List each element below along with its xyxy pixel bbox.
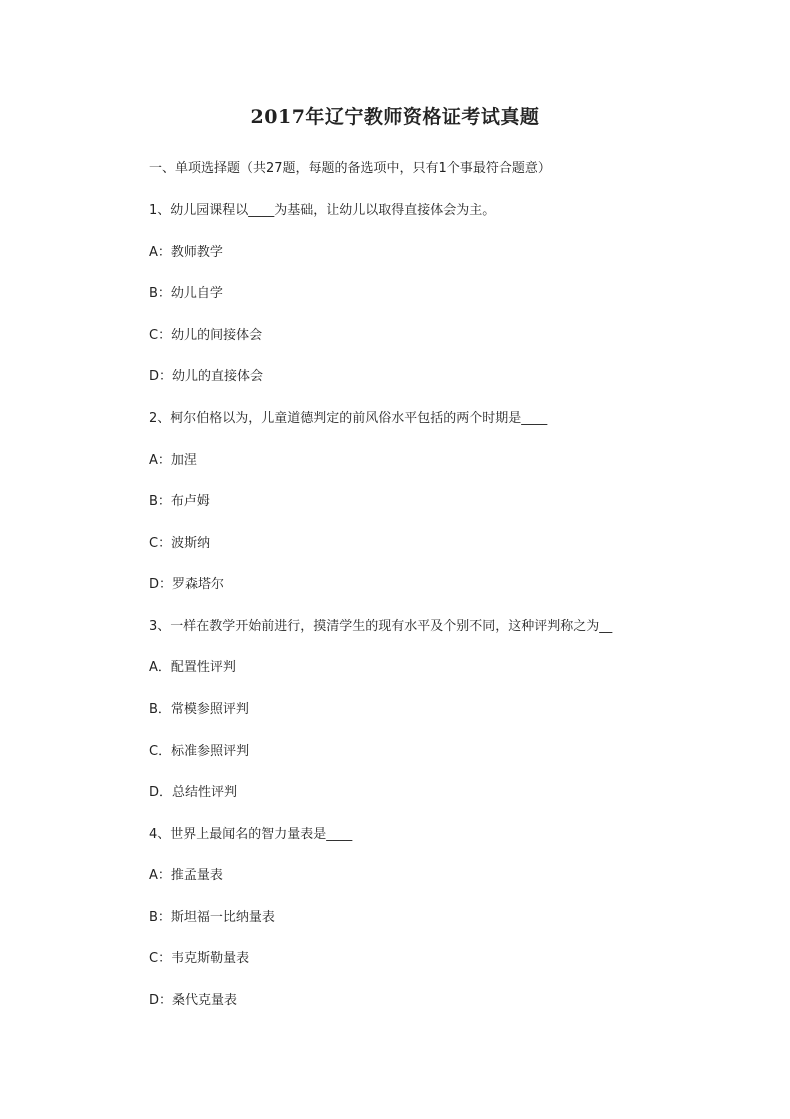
question-1-option-d: D：幼儿的直接体会 [149, 369, 264, 384]
section-heading: 一、单项选择题（共27题，每题的备选项中，只有1个事最符合题意） [149, 161, 551, 176]
question-1-option-b: B：幼儿自学 [149, 286, 223, 301]
question-3-stem: 3、一样在教学开始前进行，摸清学生的现有水平及个别不同，这种评判称之为__ [149, 619, 613, 634]
question-4-option-c: C：韦克斯勒量表 [149, 951, 250, 966]
question-4-option-d: D：桑代克量表 [149, 993, 238, 1008]
question-3-option-a: A．配置性评判 [149, 660, 236, 675]
question-3-option-b: B．常模参照评判 [149, 702, 249, 717]
question-2-option-b: B：布卢姆 [149, 494, 210, 509]
document-title: 2017年辽宁教师资格证考试真题 [250, 106, 540, 128]
question-1-option-c: C：幼儿的间接体会 [149, 328, 263, 343]
question-2-option-a: A：加涅 [149, 453, 197, 468]
question-2-option-d: D：罗森塔尔 [149, 577, 225, 592]
question-1-stem: 1、幼儿园课程以____为基础，让幼儿以取得直接体会为主。 [149, 203, 496, 218]
question-2-option-c: C：波斯纳 [149, 536, 211, 551]
question-4-option-a: A：推孟量表 [149, 868, 223, 883]
question-3-option-d: D．总结性评判 [149, 785, 238, 800]
question-1-option-a: A：教师教学 [149, 245, 223, 260]
question-4-option-b: B：斯坦福一比纳量表 [149, 910, 275, 925]
question-2-stem: 2、柯尔伯格以为，儿童道德判定的前风俗水平包括的两个时期是____ [149, 411, 548, 426]
question-4-stem: 4、世界上最闻名的智力量表是____ [149, 827, 353, 842]
question-3-option-c: C．标准参照评判 [149, 744, 250, 759]
